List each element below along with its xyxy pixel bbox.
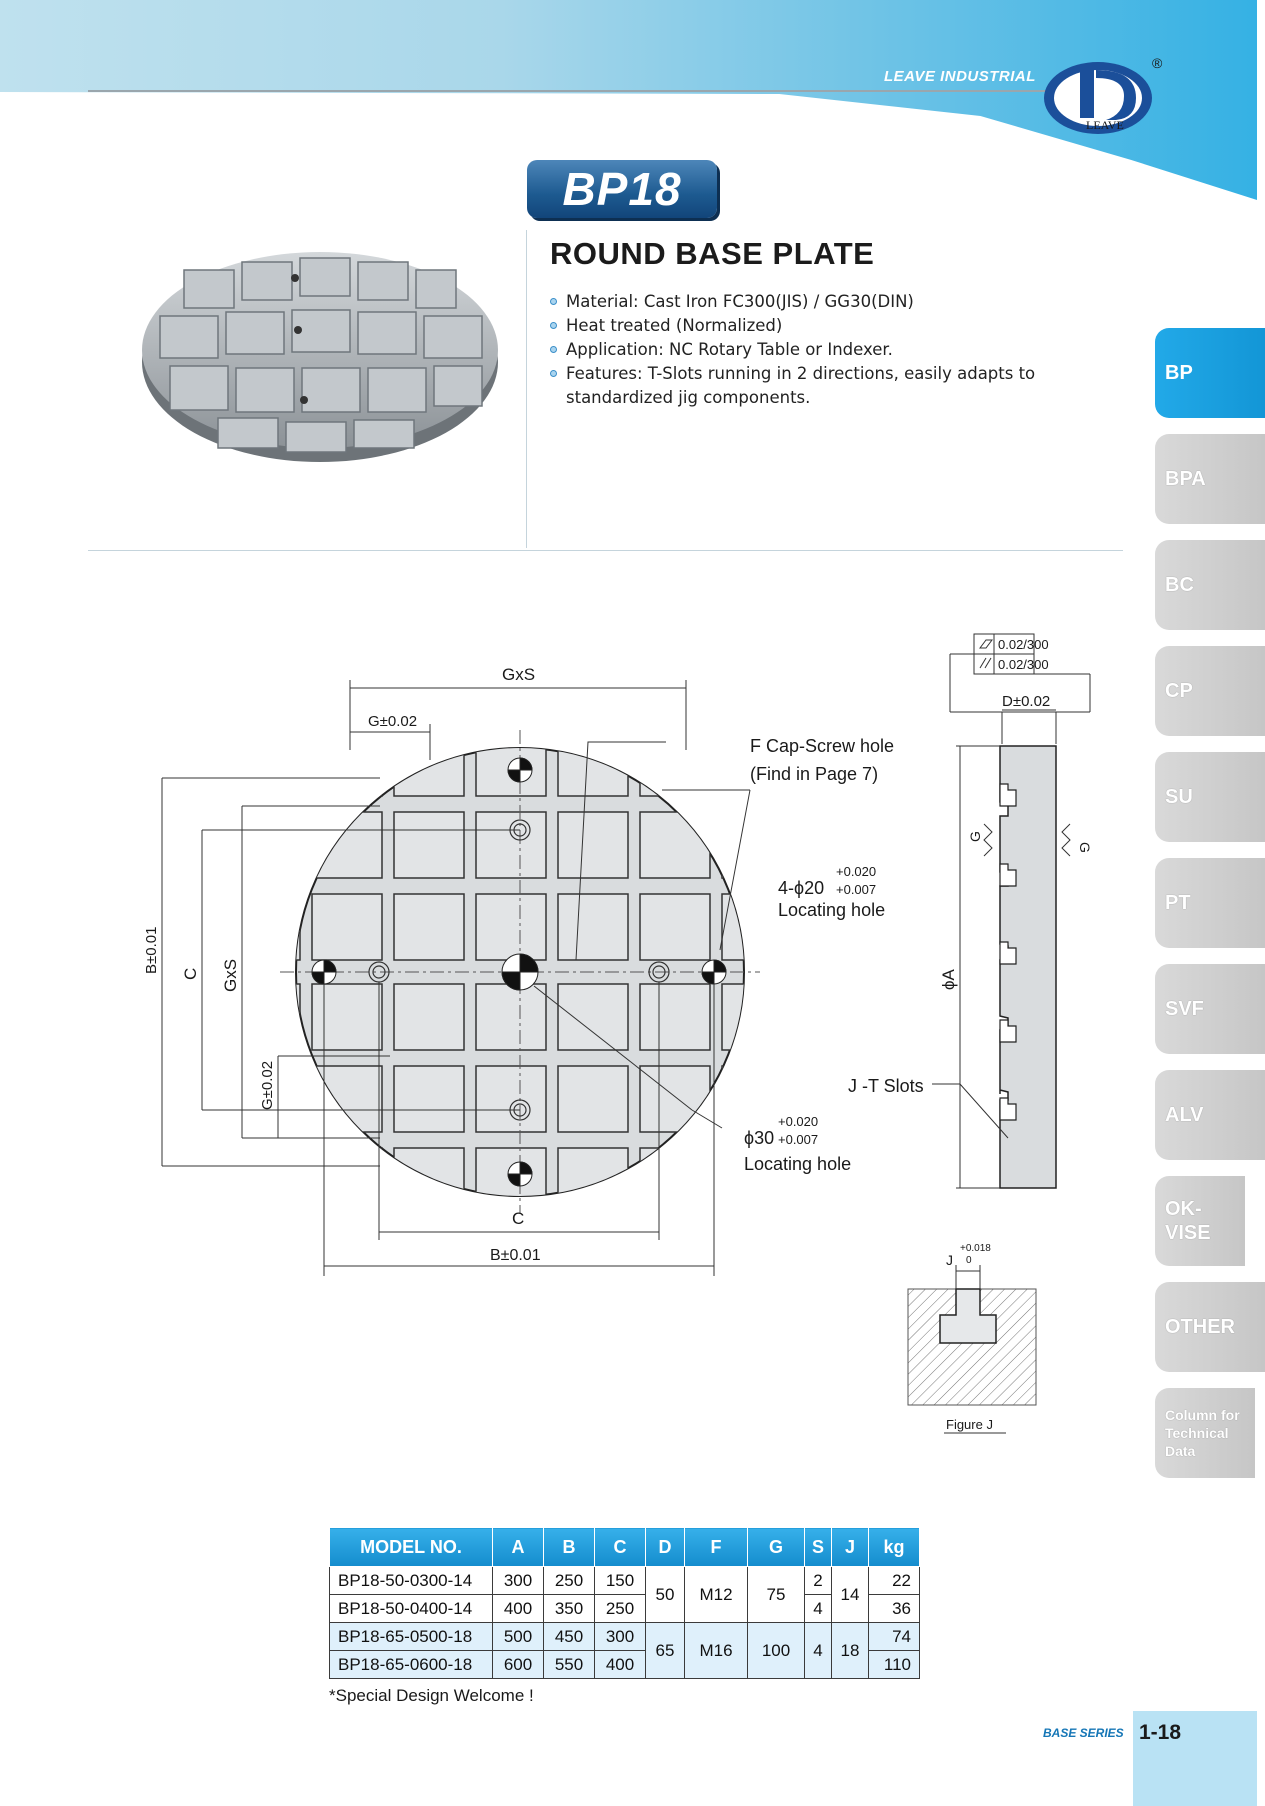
label-loc30-tol2: +0.007 — [778, 1132, 819, 1147]
cell-a: 400 — [493, 1595, 544, 1623]
cell-kg: 74 — [869, 1623, 920, 1651]
cell-model: BP18-50-0300-14 — [330, 1567, 493, 1595]
feature-item: Material: Cast Iron FC300(JIS) / GG30(DIN) — [548, 290, 1068, 314]
cell-model: BP18-50-0400-14 — [330, 1595, 493, 1623]
col-j: J — [832, 1528, 869, 1567]
cell-model: BP18-65-0600-18 — [330, 1651, 493, 1679]
cell-g: 100 — [748, 1623, 805, 1679]
dim-j-tol-lower: 0 — [966, 1255, 972, 1266]
tab-bc[interactable]: BC — [1155, 540, 1265, 630]
cell-s: 4 — [805, 1623, 832, 1679]
dim-g-side-left: G — [967, 831, 983, 842]
logo-text: LEAVE — [1086, 118, 1124, 132]
tab-svf[interactable]: SVF — [1155, 964, 1265, 1054]
dim-g-left: G±0.02 — [259, 1060, 276, 1110]
dim-g-side-right: G — [1077, 842, 1093, 853]
dim-gxs-top: GxS — [502, 665, 536, 684]
cell-g: 75 — [748, 1567, 805, 1623]
brand-name: LEAVE INDUSTRIAL — [884, 68, 1036, 85]
dim-g-top: G±0.02 — [368, 713, 418, 730]
feature-list — [548, 290, 1068, 410]
dim-c-left: C — [181, 967, 200, 980]
company-logo — [1040, 54, 1170, 138]
cell-kg: 36 — [869, 1595, 920, 1623]
dim-b-left: B±0.01 — [143, 926, 160, 974]
cell-c: 250 — [595, 1595, 646, 1623]
dim-j: J — [946, 1252, 953, 1268]
section-divider-vertical — [526, 230, 527, 548]
label-f-hole: F Cap-Screw hole — [750, 736, 895, 756]
dim-gxs-left: GxS — [221, 958, 240, 992]
table-row — [330, 1595, 920, 1623]
cell-b: 450 — [544, 1623, 595, 1651]
tolerance-flatness: 0.02/300 — [998, 637, 1049, 652]
cell-f: M16 — [685, 1623, 748, 1679]
col-d: D — [646, 1528, 685, 1567]
label-loc20-tol2: +0.007 — [836, 882, 877, 897]
col-f: F — [685, 1528, 748, 1567]
tab-alv[interactable]: ALV — [1155, 1070, 1265, 1160]
cell-kg: 22 — [869, 1567, 920, 1595]
section-divider-horizontal — [88, 550, 1123, 551]
label-loc30: Locating hole — [744, 1154, 852, 1174]
product-code-badge: BP18 — [527, 160, 717, 218]
tab-ok-vise[interactable]: OK-VISE — [1155, 1176, 1245, 1266]
col-s: S — [805, 1528, 832, 1567]
label-loc30-tol: +0.020 — [778, 1114, 819, 1129]
dim-phi-a: ϕA — [939, 969, 958, 990]
dim-b-bottom: B±0.01 — [490, 1247, 541, 1264]
table-row — [330, 1567, 920, 1595]
label-loc30-main: ϕ30 — [744, 1128, 775, 1148]
cell-b: 250 — [544, 1567, 595, 1595]
cell-model: BP18-65-0500-18 — [330, 1623, 493, 1651]
cell-a: 300 — [493, 1567, 544, 1595]
t-slot-leader — [932, 1078, 1022, 1148]
cell-b: 350 — [544, 1595, 595, 1623]
col-a: A — [493, 1528, 544, 1567]
tab-pt[interactable]: PT — [1155, 858, 1265, 948]
cell-a: 600 — [493, 1651, 544, 1679]
label-loc20-tol: +0.020 — [836, 864, 877, 879]
tab-bp[interactable]: BP — [1155, 328, 1265, 418]
label-loc20-main: 4-ϕ20 — [778, 878, 825, 898]
tolerance-parallelism: 0.02/300 — [998, 657, 1049, 672]
col-model: MODEL NO. — [330, 1528, 493, 1567]
label-t-slots: J -T Slots — [848, 1076, 924, 1096]
product-photo — [120, 200, 520, 490]
product-title: ROUND BASE PLATE — [550, 236, 875, 271]
cell-j: 18 — [832, 1623, 869, 1679]
table-row — [330, 1623, 920, 1651]
tab-other[interactable]: OTHER — [1155, 1282, 1265, 1372]
cell-kg: 110 — [869, 1651, 920, 1679]
figure-j-drawing — [900, 1235, 1050, 1435]
cell-d: 65 — [646, 1623, 685, 1679]
footer-series: BASE SERIES — [1043, 1726, 1124, 1740]
cell-c: 400 — [595, 1651, 646, 1679]
cell-f: M12 — [685, 1567, 748, 1623]
tab-cp[interactable]: CP — [1155, 646, 1265, 736]
cell-a: 500 — [493, 1623, 544, 1651]
tab-bpa[interactable]: BPA — [1155, 434, 1265, 524]
feature-item: Heat treated (Normalized) — [548, 314, 1068, 338]
dim-j-tol-upper: +0.018 — [960, 1243, 991, 1254]
feature-item: Features: T-Slots running in 2 directions, easily adapts to standardized jig components. — [548, 362, 1068, 410]
cell-b: 550 — [544, 1651, 595, 1679]
col-kg: kg — [869, 1528, 920, 1567]
feature-item: Application: NC Rotary Table or Indexer. — [548, 338, 1068, 362]
cell-c: 150 — [595, 1567, 646, 1595]
page-number: 1-18 — [1133, 1711, 1257, 1806]
table-note: *Special Design Welcome ! — [329, 1686, 534, 1705]
col-c: C — [595, 1528, 646, 1567]
figure-j-label: Figure J — [946, 1417, 993, 1432]
tab-technical-data[interactable]: Column for Technical Data — [1155, 1388, 1255, 1478]
spec-table — [329, 1527, 920, 1679]
tab-su[interactable]: SU — [1155, 752, 1265, 842]
col-g: G — [748, 1528, 805, 1567]
cell-d: 50 — [646, 1567, 685, 1623]
cell-s: 2 — [805, 1567, 832, 1595]
col-b: B — [544, 1528, 595, 1567]
cell-s: 4 — [805, 1595, 832, 1623]
cell-c: 300 — [595, 1623, 646, 1651]
dim-d: D±0.02 — [1002, 693, 1051, 710]
registered-mark: ® — [1152, 55, 1163, 71]
cell-j: 14 — [832, 1567, 869, 1623]
label-loc20: Locating hole — [778, 900, 886, 920]
dim-c-bottom: C — [512, 1209, 525, 1228]
header-divider — [88, 90, 1048, 92]
label-f-hole-ref: (Find in Page 7) — [750, 764, 879, 784]
